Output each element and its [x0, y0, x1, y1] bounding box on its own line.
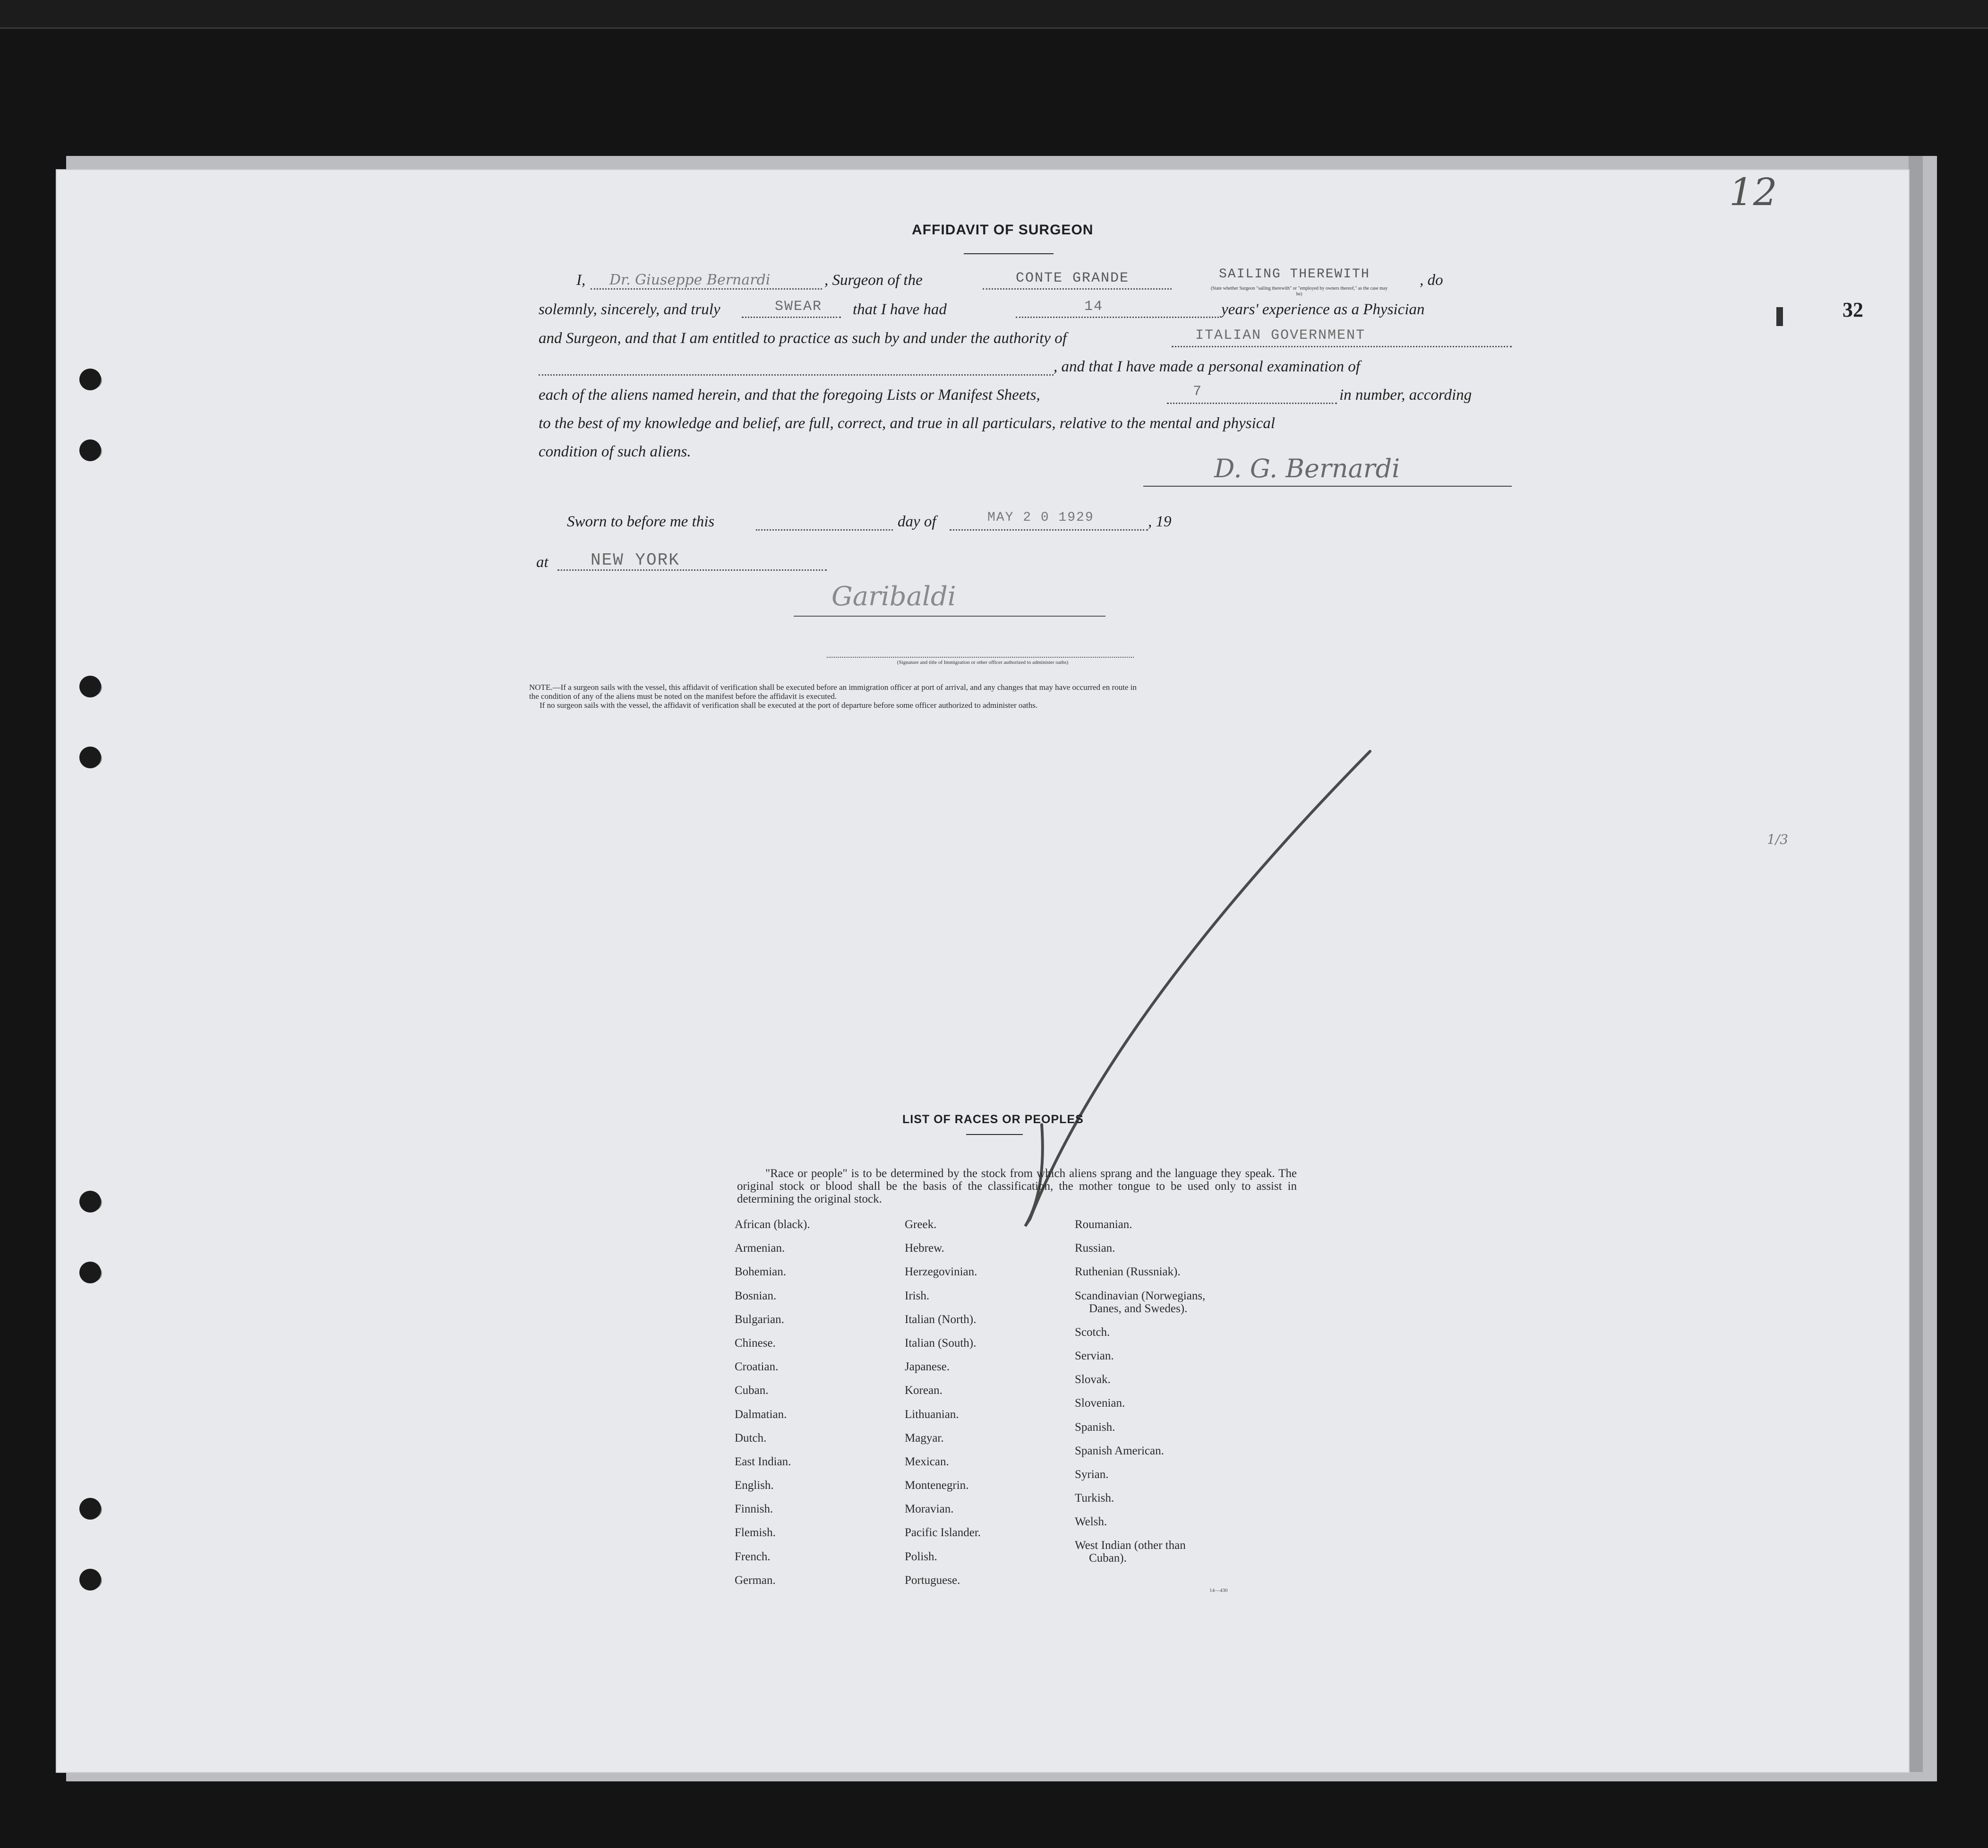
race-item: East Indian.	[735, 1455, 791, 1468]
race-item: Hebrew.	[905, 1242, 944, 1255]
race-item: Montenegrin.	[905, 1479, 969, 1492]
form-code: 14—430	[1209, 1588, 1228, 1593]
manifest-page	[57, 170, 1909, 1772]
title-underline	[964, 253, 1054, 254]
date-stamp: MAY 2 0 1929	[987, 510, 1094, 525]
affidavit-text: I,	[576, 272, 586, 289]
race-item: Korean.	[905, 1384, 943, 1397]
race-item: English.	[735, 1479, 774, 1492]
race-item: Dalmatian.	[735, 1408, 787, 1421]
race-item: Ruthenian (Russniak).	[1075, 1265, 1181, 1279]
affidavit-text: , do	[1420, 272, 1443, 289]
race-item: Bohemian.	[735, 1265, 787, 1279]
race-item: Scotch.	[1075, 1325, 1110, 1339]
note-line: the condition of any of the aliens must be noted on the manifest before the affidavit is executed.	[529, 692, 837, 701]
races-intro: "Race or people" is to be determined by the stock from which aliens sprang and the language they speak. The original stock or blood shall be the basis of the classification, the mother tongue to be used only to assist in determining the original stock.	[737, 1167, 1297, 1205]
binder-hole	[79, 1498, 101, 1520]
race-item: Magyar.	[905, 1431, 944, 1444]
races-underline	[966, 1134, 1023, 1135]
blank-line	[539, 374, 1054, 376]
race-item: Flemish.	[735, 1526, 776, 1539]
affidavit-title: AFFIDAVIT OF SURGEON	[912, 222, 1094, 238]
years-line	[1016, 317, 1219, 318]
at-label: at	[536, 554, 548, 571]
affidavit-text: solemnly, sincerely, and truly	[539, 301, 720, 318]
note-line: If no surgeon sails with the vessel, the affidavit of verification shall be executed at the port of departure before some officer authorized to administer oaths.	[540, 701, 1038, 710]
race-item: Slovenian.	[1075, 1397, 1125, 1410]
race-item: Finnish.	[735, 1503, 773, 1516]
race-item: Japanese.	[905, 1360, 950, 1374]
vessel-line	[983, 288, 1172, 290]
page-number: 32	[1842, 298, 1863, 321]
sheets-line	[1167, 403, 1337, 404]
affidavit-text: in number, according	[1339, 387, 1472, 404]
surgeon-signature: D. G. Bernardi	[1214, 454, 1400, 483]
place-stamp: NEW YORK	[591, 550, 680, 570]
race-item: Slovak.	[1075, 1373, 1111, 1386]
officer-line	[794, 616, 1105, 617]
affidavit-text: , Surgeon of the	[824, 272, 923, 289]
race-item: Herzegovinian.	[905, 1265, 977, 1279]
race-item: Armenian.	[735, 1242, 785, 1255]
binder-hole	[79, 676, 101, 697]
race-item: Turkish.	[1075, 1492, 1114, 1505]
scan-border	[0, 0, 1988, 29]
race-item: Italian (North).	[905, 1313, 977, 1326]
race-item: Pacific Islander.	[905, 1526, 981, 1539]
race-item: Russian.	[1075, 1242, 1115, 1255]
binder-hole	[79, 1569, 101, 1590]
race-item: Cuban).	[1089, 1552, 1127, 1565]
affidavit-text: condition of such aliens.	[539, 443, 691, 460]
race-item: Mexican.	[905, 1455, 949, 1468]
officer-title-line	[827, 657, 1134, 658]
affidavit-text: years' experience as a Physician	[1221, 301, 1425, 318]
vessel-name: CONTE GRANDE	[1016, 270, 1130, 286]
race-item: Croatian.	[735, 1360, 779, 1374]
note-line: NOTE.—If a surgeon sails with the vessel, this affidavit of verification shall be executed before an immigration officer at port of arrival, and any changes that may have occurred en route in	[529, 683, 1137, 692]
sworn-text: , 19	[1148, 513, 1172, 530]
race-item: Dutch.	[735, 1431, 767, 1444]
affidavit-text: that I have had	[853, 301, 947, 318]
race-item: German.	[735, 1573, 776, 1587]
oath-stamp: SWEAR	[775, 299, 823, 315]
race-item: Polish.	[905, 1550, 937, 1563]
race-item: Welsh.	[1075, 1515, 1107, 1529]
binder-hole	[79, 439, 101, 461]
officer-signature: Garibaldi	[831, 581, 956, 612]
races-column-2	[905, 1218, 981, 1598]
oath-line	[742, 317, 841, 318]
race-item: French.	[735, 1550, 771, 1563]
authority-stamp: ITALIAN GOVERNMENT	[1195, 327, 1366, 344]
sailing-note: (State whether Surgeon "sailing therewith" or "employed by owners thereof," as the case may be)	[1210, 286, 1388, 297]
race-item: Servian.	[1075, 1349, 1114, 1362]
races-title: LIST OF RACES OR PEOPLES	[902, 1113, 1084, 1126]
race-item: Scandinavian (Norwegians,	[1075, 1289, 1206, 1302]
race-item: Bosnian.	[735, 1289, 777, 1302]
race-item: Lithuanian.	[905, 1408, 959, 1421]
sworn-day-line	[756, 529, 893, 531]
race-item: Danes, and Swedes).	[1089, 1302, 1188, 1315]
race-item: Greek.	[905, 1218, 937, 1231]
affidavit-text: to the best of my knowledge and belief, are full, correct, and true in all particulars, relative to the mental and physical	[539, 415, 1275, 432]
binder-hole	[79, 1191, 101, 1212]
signature-line	[1143, 486, 1512, 487]
race-item: African (black).	[735, 1218, 810, 1231]
binder-hole	[79, 747, 101, 768]
sheets-value: 7	[1193, 384, 1203, 400]
race-item: Moravian.	[905, 1503, 954, 1516]
races-column-1	[735, 1218, 810, 1598]
pencil-note: 1/3	[1767, 832, 1789, 847]
race-item: Bulgarian.	[735, 1313, 784, 1326]
years-value: 14	[1084, 299, 1104, 315]
affidavit-text: and Surgeon, and that I am entitled to practice as such by and under the authority of	[539, 330, 1067, 347]
affidavit-text: , and that I have made a personal examination of	[1054, 358, 1360, 375]
sailing-status: SAILING THEREWITH	[1219, 267, 1370, 282]
surgeon-name: Dr. Giuseppe Bernardi	[609, 272, 771, 288]
name-line	[591, 288, 822, 290]
race-item: Roumanian.	[1075, 1218, 1132, 1231]
race-item: West Indian (other than	[1075, 1539, 1186, 1552]
race-item: Portuguese.	[905, 1573, 960, 1587]
race-item: Spanish.	[1075, 1420, 1115, 1434]
race-item: Irish.	[905, 1289, 930, 1302]
page-stack-edge	[1909, 156, 1923, 1772]
binder-hole	[79, 1262, 101, 1283]
margin-tab	[1776, 307, 1783, 326]
races-column-3	[1075, 1218, 1205, 1576]
sworn-text: Sworn to before me this	[567, 513, 715, 530]
sworn-text: day of	[898, 513, 936, 530]
sworn-date-line	[950, 529, 1148, 531]
pencil-folio: 12	[1729, 170, 1777, 214]
race-item: Syrian.	[1075, 1468, 1109, 1481]
signature-caption: (Signature and title of Immigration or other officer authorized to administer oaths)	[897, 660, 1069, 665]
affidavit-text: each of the aliens named herein, and that the foregoing Lists or Manifest Sheets,	[539, 387, 1040, 404]
authority-line	[1172, 346, 1512, 347]
race-item: Cuban.	[735, 1384, 769, 1397]
race-item: Italian (South).	[905, 1336, 977, 1349]
binder-hole	[79, 369, 101, 390]
race-item: Spanish American.	[1075, 1444, 1164, 1457]
race-item: Chinese.	[735, 1336, 776, 1349]
